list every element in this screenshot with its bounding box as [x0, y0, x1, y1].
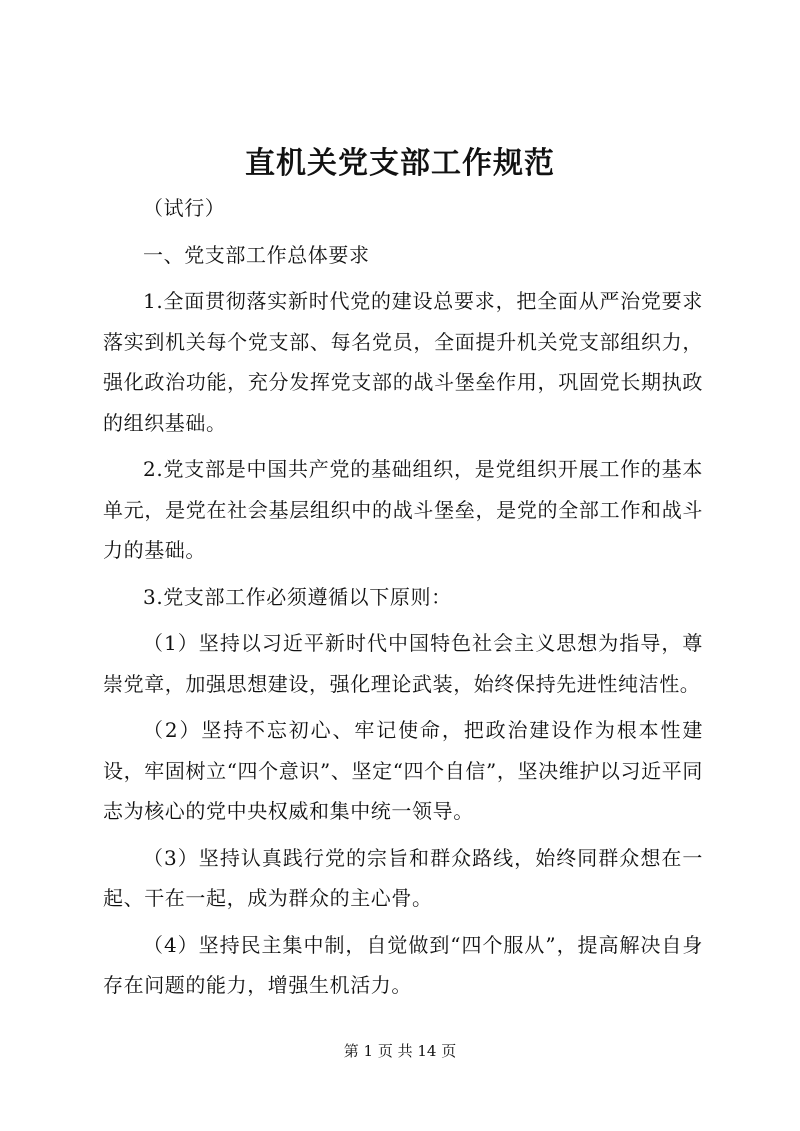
principle-4: （4）坚持民主集中制，自觉做到“四个服从”，提高解决自身存在问题的能力，增强生机活力。	[103, 932, 703, 997]
document-body	[103, 188, 703, 1012]
subtitle: （试行）	[143, 196, 226, 220]
page-number-footer: 第 1 页 共 14 页	[343, 1042, 457, 1060]
section-heading: 一、党支部工作总体要求	[143, 242, 370, 267]
paragraph-1: 1.全面贯彻落实新时代党的建设总要求，把全面从严治党要求落实到机关每个党支部、每名党员，全面提升机关党支部组织力，强化政治功能，充分发挥党支部的战斗堡垒作用，巩固党长期执政的组织基础。	[103, 289, 703, 435]
page-title: 直机关党支部工作规范	[245, 146, 555, 181]
principle-2: （2）坚持不忘初心、牢记使命，把政治建设作为根本性建设，牢固树立“四个意识”、坚定“四个自信”，坚决维护以习近平同志为核心的党中央权威和集中统一领导。	[103, 718, 703, 823]
principle-3: （3）坚持认真践行党的宗旨和群众路线，始终同群众想在一起、干在一起，成为群众的主心骨。	[103, 845, 703, 910]
paragraph-2: 2.党支部是中国共产党的基础组织，是党组织开展工作的基本单元，是党在社会基层组织中的战斗堡垒，是党的全部工作和战斗力的基础。	[103, 457, 703, 562]
paragraph-3: 3.党支部工作必须遵循以下原则：	[143, 584, 452, 609]
principle-1: （1）坚持以习近平新时代中国特色社会主义思想为指导，尊崇党章，加强思想建设，强化理论武装，始终保持先进性纯洁性。	[103, 631, 703, 696]
